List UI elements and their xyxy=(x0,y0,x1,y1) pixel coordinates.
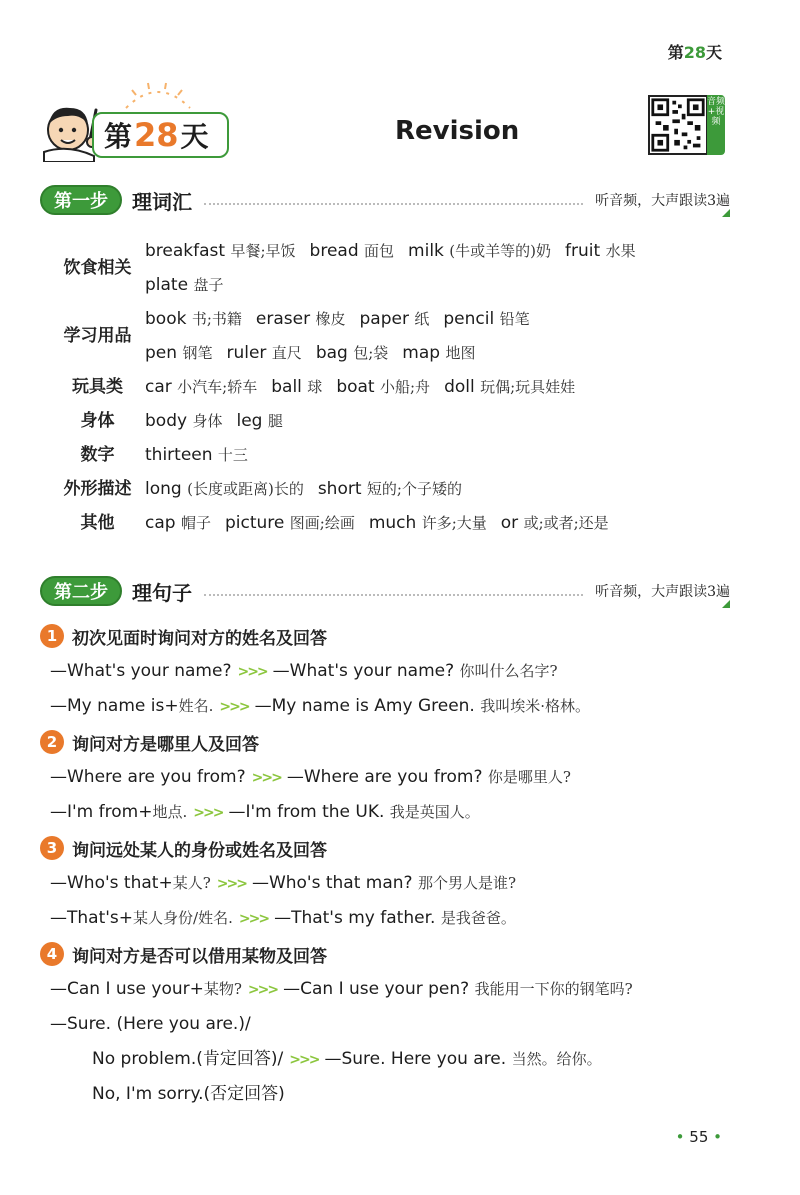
running-header-prefix: 第 xyxy=(667,43,684,62)
pattern-number-badge: 2 xyxy=(40,730,64,754)
vocab-word-cn: 水果 xyxy=(605,242,636,260)
vocab-word-cn: 玩偶;玩具娃娃 xyxy=(480,378,576,396)
pattern-template: —My name is+ xyxy=(50,696,179,716)
pattern-translation: 那个男人是谁? xyxy=(417,874,517,892)
pattern-title-text: 询问对方是否可以借用某物及回答 xyxy=(72,946,327,967)
step2-divider xyxy=(204,594,583,596)
pattern-line xyxy=(40,972,760,1007)
vocab-word xyxy=(501,506,609,540)
step1-title: 理词汇 xyxy=(132,189,192,214)
vocab-word-en: bag xyxy=(315,343,348,363)
pattern-title-text: 询问远处某人的身份或姓名及回答 xyxy=(72,840,327,861)
vocab-word xyxy=(145,302,242,336)
vocab-word xyxy=(444,370,575,404)
vocab-word-cn: 腿 xyxy=(267,412,283,430)
vocab-word xyxy=(145,268,223,302)
vocab-word-en: fruit xyxy=(565,241,601,261)
vocab-word-en: car xyxy=(145,377,172,397)
vocab-word-en: book xyxy=(145,309,187,329)
vocab-word-en: leg xyxy=(236,411,263,431)
pattern-line xyxy=(40,689,760,724)
vocab-word-en: paper xyxy=(359,309,409,329)
vocab-lines xyxy=(145,472,740,506)
pattern-example: —Who's that man? xyxy=(251,873,413,893)
vocab-category: 外形描述 xyxy=(63,479,132,499)
vocab-word xyxy=(369,506,487,540)
step2-note: 听音频，大声跟读3遍 xyxy=(595,584,730,600)
vocab-word-cn: 盘子 xyxy=(193,276,224,294)
day-title-number: 28 xyxy=(134,116,179,154)
pattern-line xyxy=(40,1007,760,1042)
vocab-word-en: short xyxy=(317,479,362,499)
pattern-number-badge: 1 xyxy=(40,624,64,648)
vocab-word-cn: 橡皮 xyxy=(315,310,346,328)
pattern-template: —That's+ xyxy=(50,908,134,928)
step1-divider xyxy=(204,203,583,205)
vocab-word-en: or xyxy=(500,513,519,533)
arrow-icon: >>> xyxy=(247,982,278,998)
pattern-template: —What's your name? xyxy=(50,661,232,681)
pattern-line xyxy=(40,1042,760,1077)
pattern-title xyxy=(40,936,760,972)
vocab-word-cn: 直尺 xyxy=(271,344,302,362)
pattern-translation: 我能用一下你的钢笔吗? xyxy=(474,980,633,998)
step1-header xyxy=(40,183,730,217)
vocab-row xyxy=(50,438,740,472)
pattern-translation: 你叫什么名字? xyxy=(459,662,558,680)
vocab-word-en: ball xyxy=(271,377,302,397)
vocab-row xyxy=(50,506,740,540)
pattern-line xyxy=(40,795,760,830)
vocab-word-cn: 地图 xyxy=(445,344,476,362)
pattern-example: —Where are you from? xyxy=(286,767,483,787)
page-number-value: 55 xyxy=(689,1128,709,1146)
vocab-word xyxy=(271,370,322,404)
vocab-word xyxy=(310,234,395,268)
vocab-word-cn: 或;或者;还是 xyxy=(523,514,609,532)
vocab-lines xyxy=(145,302,740,370)
vocab-category: 饮食相关 xyxy=(63,258,132,278)
answer-options: —Sure. (Here you are.)/ xyxy=(50,1014,251,1034)
step2-title: 理句子 xyxy=(132,580,192,605)
vocab-word xyxy=(145,438,248,472)
pattern-example: —I'm from the UK. xyxy=(228,802,385,822)
vocab-lines xyxy=(145,370,740,404)
mascot-boy-icon xyxy=(40,100,100,162)
arrow-icon: >>> xyxy=(289,1052,319,1068)
vocab-word xyxy=(256,302,346,336)
pattern-translation: 我是英国人。 xyxy=(389,803,480,821)
vocab-word-cn: 球 xyxy=(307,378,323,396)
vocab-word xyxy=(316,336,388,370)
vocab-word-en: thirteen xyxy=(145,445,213,465)
pattern-example: —My name is Amy Green. xyxy=(254,696,475,716)
vocab-word xyxy=(145,506,211,540)
pattern-example: —Can I use your pen? xyxy=(283,979,470,999)
qr-code-icon[interactable] xyxy=(648,95,708,155)
vocab-word-en: pen xyxy=(145,343,178,363)
pattern-translation: 我叫埃米·格林。 xyxy=(480,697,591,715)
vocab-word xyxy=(336,370,430,404)
answer-negative: No, I'm sorry.(否定回答) xyxy=(92,1084,285,1104)
vocab-word-cn: 早餐;早饭 xyxy=(230,242,296,260)
pattern-line xyxy=(40,901,760,936)
vocab-word xyxy=(443,302,529,336)
running-header-num: 28 xyxy=(683,43,706,62)
vocab-word xyxy=(145,472,304,506)
day-title-box xyxy=(92,112,229,158)
vocab-word xyxy=(236,404,282,438)
vocab-word-en: map xyxy=(402,343,441,363)
vocab-word-cn: 十三 xyxy=(217,446,248,464)
vocab-word-cn: 面包 xyxy=(364,242,395,260)
vocab-word-en: pencil xyxy=(443,309,495,329)
vocab-word-en: boat xyxy=(336,377,375,397)
vocab-line xyxy=(145,234,740,268)
vocab-line xyxy=(145,472,740,506)
pattern-example: —Sure. Here you are. xyxy=(324,1049,507,1069)
vocab-category: 玩具类 xyxy=(72,377,123,397)
vocab-word-en: bread xyxy=(309,241,359,261)
vocab-line xyxy=(145,268,740,302)
vocab-word-cn: 图画;绘画 xyxy=(289,514,355,532)
vocab-word-cn: 许多;大量 xyxy=(421,514,487,532)
arrow-icon: >>> xyxy=(216,876,246,892)
pattern-title xyxy=(40,618,760,654)
vocab-word-cn: (长度或距离)长的 xyxy=(187,480,304,498)
vocab-table xyxy=(50,234,740,540)
vocab-word-cn: 纸 xyxy=(414,310,430,328)
vocab-word xyxy=(145,370,257,404)
sentence-patterns xyxy=(40,618,760,1112)
pattern-placeholder: 某物? xyxy=(203,980,242,998)
lesson-title: Revision xyxy=(395,116,520,146)
pattern-placeholder: 某人? xyxy=(172,874,211,892)
step2-corner xyxy=(722,600,730,608)
vocab-word xyxy=(225,506,355,540)
vocab-word-cn: 帽子 xyxy=(180,514,211,532)
day-title-prefix: 第 xyxy=(104,120,133,153)
pattern-title-text: 询问对方是哪里人及回答 xyxy=(72,734,259,755)
arrow-icon: >>> xyxy=(251,770,281,786)
running-header-suffix: 天 xyxy=(705,43,722,62)
pattern-template: —Where are you from? xyxy=(50,767,246,787)
vocab-row xyxy=(50,370,740,404)
pattern-translation: 你是哪里人? xyxy=(487,768,571,786)
pattern-translation: 当然。给你。 xyxy=(511,1050,602,1068)
page-number: • 55 • xyxy=(675,1128,722,1146)
vocab-word-en: doll xyxy=(444,377,475,397)
vocab-word xyxy=(318,472,462,506)
arrow-icon: >>> xyxy=(219,699,249,715)
running-header xyxy=(668,40,722,63)
vocab-word xyxy=(565,234,636,268)
pattern-placeholder: 地点. xyxy=(152,803,188,821)
vocab-category: 其他 xyxy=(80,513,115,533)
vocab-word xyxy=(402,336,475,370)
vocab-word-cn: 包;袋 xyxy=(353,344,389,362)
vocab-line xyxy=(145,302,740,336)
vocab-word-cn: 小船;舟 xyxy=(380,378,431,396)
vocab-word-en: long xyxy=(145,479,182,499)
vocab-word-en: ruler xyxy=(226,343,267,363)
arrow-icon: >>> xyxy=(237,664,267,680)
vocab-lines xyxy=(145,438,740,472)
vocab-word-en: plate xyxy=(145,275,189,295)
vocab-lines xyxy=(145,506,740,540)
pattern-template: —Can I use your+ xyxy=(50,979,204,999)
vocab-word xyxy=(145,336,212,370)
vocab-word-cn: (牛或羊等的)奶 xyxy=(449,242,552,260)
vocab-word-cn: 短的;个子矮的 xyxy=(366,480,462,498)
vocab-lines xyxy=(145,404,740,438)
vocab-word xyxy=(145,234,296,268)
pattern-placeholder: 某人身份/姓名. xyxy=(133,909,233,927)
pattern-line xyxy=(40,654,760,689)
day-title-suffix: 天 xyxy=(180,120,209,153)
vocab-word-en: breakfast xyxy=(145,241,226,261)
vocab-line xyxy=(145,438,740,472)
vocab-word-en: cap xyxy=(145,513,176,533)
step1-corner xyxy=(722,209,730,217)
pattern-line xyxy=(40,760,760,795)
pattern-number-badge: 4 xyxy=(40,942,64,966)
qr-media-tag: 音频+视频 xyxy=(707,95,725,155)
vocab-word xyxy=(360,302,430,336)
vocab-category: 数字 xyxy=(80,445,115,465)
answer-positive: No problem.(肯定回答)/ xyxy=(92,1049,284,1069)
vocab-word-en: body xyxy=(145,411,188,431)
sun-rays-icon xyxy=(118,80,198,112)
vocab-word xyxy=(226,336,301,370)
vocab-lines xyxy=(145,234,740,302)
vocab-word-cn: 小汽车;轿车 xyxy=(177,378,258,396)
vocab-word-en: milk xyxy=(408,241,444,261)
arrow-icon: >>> xyxy=(238,911,269,927)
pattern-template: —Who's that+ xyxy=(50,873,173,893)
step2-label: 第二步 xyxy=(40,576,122,606)
vocab-word-en: much xyxy=(368,513,417,533)
vocab-line xyxy=(145,336,740,370)
pattern-translation: 是我爸爸。 xyxy=(440,909,516,927)
pattern-line xyxy=(40,866,760,901)
vocab-word-cn: 铅笔 xyxy=(499,310,530,328)
vocab-row xyxy=(50,302,740,370)
vocab-line xyxy=(145,506,740,540)
vocab-word-cn: 钢笔 xyxy=(182,344,213,362)
arrow-icon: >>> xyxy=(193,805,223,821)
vocab-row xyxy=(50,404,740,438)
vocab-line xyxy=(145,404,740,438)
pattern-template: —I'm from+ xyxy=(50,802,153,822)
vocab-category: 身体 xyxy=(80,411,115,431)
vocab-word-en: picture xyxy=(224,513,285,533)
vocab-word xyxy=(408,234,551,268)
vocab-word-cn: 书;书籍 xyxy=(191,310,242,328)
pattern-placeholder: 姓名. xyxy=(178,697,214,715)
step1-note: 听音频，大声跟读3遍 xyxy=(595,193,730,209)
vocab-line xyxy=(145,370,740,404)
step1-label: 第一步 xyxy=(40,185,122,215)
pattern-number-badge: 3 xyxy=(40,836,64,860)
vocab-row xyxy=(50,472,740,506)
pattern-example: —What's your name? xyxy=(272,661,455,681)
pattern-title-text: 初次见面时询问对方的姓名及回答 xyxy=(72,628,327,649)
vocab-category: 学习用品 xyxy=(63,326,132,346)
vocab-word-cn: 身体 xyxy=(192,412,223,430)
step2-header xyxy=(40,574,730,608)
vocab-row xyxy=(50,234,740,302)
pattern-line xyxy=(40,1077,760,1112)
vocab-word-en: eraser xyxy=(255,309,311,329)
pattern-example: —That's my father. xyxy=(274,908,436,928)
pattern-title xyxy=(40,830,760,866)
pattern-title xyxy=(40,724,760,760)
vocab-word xyxy=(145,404,222,438)
